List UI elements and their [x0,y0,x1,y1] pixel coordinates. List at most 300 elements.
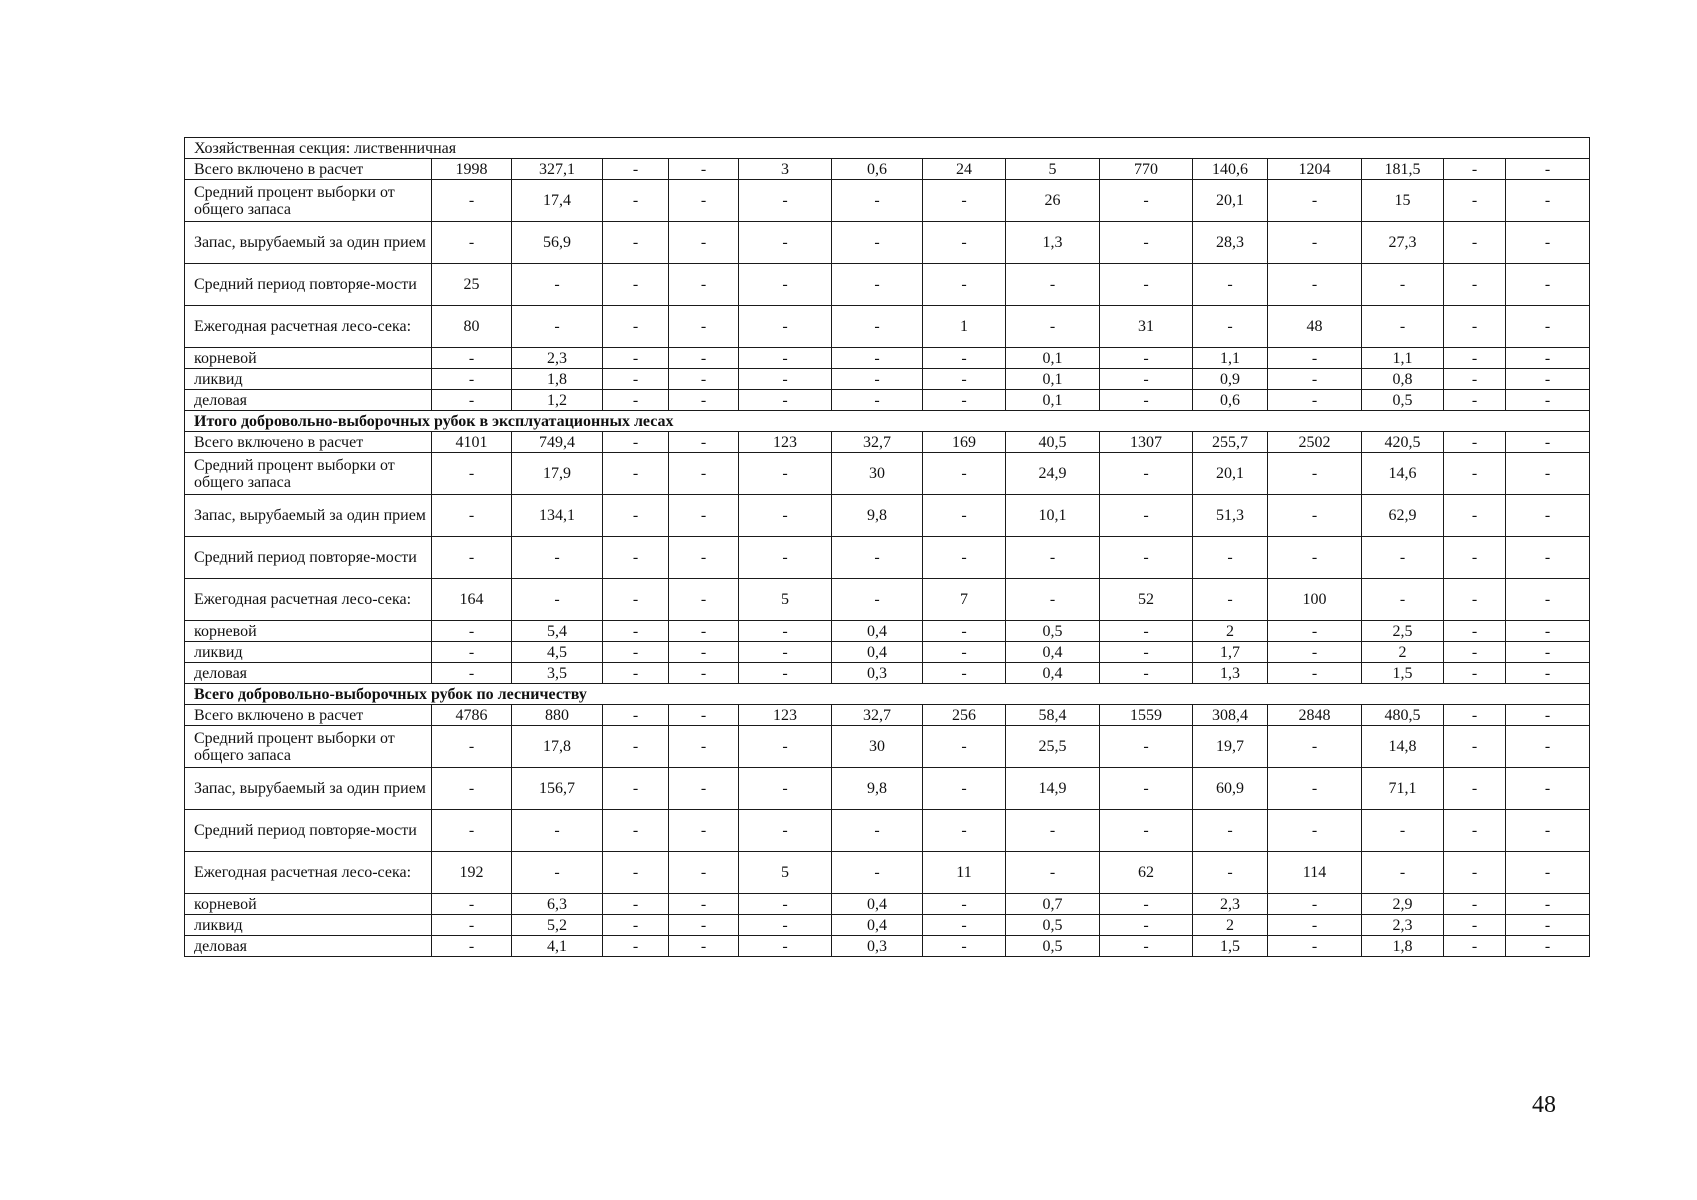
table-cell: 2,9 [1362,894,1444,915]
table-cell: 770 [1100,159,1193,180]
table-cell: 4101 [432,432,512,453]
table-row [185,495,1590,537]
table-cell: - [1506,390,1590,411]
row-label: Запас, вырубаемый за один прием [185,768,432,810]
table-cell: - [1506,642,1590,663]
table-cell: - [603,306,669,348]
table-cell: - [1268,915,1362,936]
table-cell: - [669,453,739,495]
table-cell: - [1100,936,1193,957]
table-cell: - [1100,621,1193,642]
table-cell: - [923,894,1006,915]
table-body [185,138,1590,957]
table-row [185,306,1590,348]
table-cell: - [1444,306,1506,348]
table-cell: - [1193,264,1268,306]
table-cell: - [432,348,512,369]
table-cell: 52 [1100,579,1193,621]
table-cell: 181,5 [1362,159,1444,180]
table-cell: - [603,768,669,810]
table-cell: - [512,306,603,348]
table-cell: 0,3 [832,936,923,957]
table-cell: - [669,663,739,684]
table-cell: 5,2 [512,915,603,936]
table-cell: - [1006,852,1100,894]
table-row [185,348,1590,369]
table-row [185,810,1590,852]
table-cell: - [1362,264,1444,306]
table-cell: 1,1 [1362,348,1444,369]
table-cell: - [432,390,512,411]
table-cell: - [603,180,669,222]
table-cell: 2 [1193,915,1268,936]
section-title: Хозяйственная секция: лиственничная [185,138,1590,159]
table-row [185,432,1590,453]
row-label: Запас, вырубаемый за один прием [185,222,432,264]
table-cell: - [1006,306,1100,348]
table-cell: 20,1 [1193,453,1268,495]
table-cell: - [432,726,512,768]
table-cell: - [1006,810,1100,852]
table-cell: 1559 [1100,705,1193,726]
table-cell: - [432,642,512,663]
table-cell: 2,5 [1362,621,1444,642]
table-row [185,642,1590,663]
table-row [185,180,1590,222]
table-cell: 62,9 [1362,495,1444,537]
table-cell: - [603,369,669,390]
table-cell: - [739,390,832,411]
table-cell: 134,1 [512,495,603,537]
table-cell: 4786 [432,705,512,726]
table-cell: 80 [432,306,512,348]
table-cell: - [1100,495,1193,537]
table-cell: - [923,642,1006,663]
table-cell: 17,4 [512,180,603,222]
table-cell: - [1444,537,1506,579]
page-number: 48 [1532,1092,1556,1118]
table-cell: - [1100,453,1193,495]
table-row [185,705,1590,726]
table-cell: 9,8 [832,768,923,810]
table-cell: 2502 [1268,432,1362,453]
row-label: ликвид [185,915,432,936]
table-row [185,894,1590,915]
table-cell: - [1268,810,1362,852]
table-cell: 0,3 [832,663,923,684]
table-cell: - [1506,537,1590,579]
table-cell: - [669,369,739,390]
table-cell: 156,7 [512,768,603,810]
table-cell: 19,7 [1193,726,1268,768]
table-cell: 1 [923,306,1006,348]
table-cell: - [432,537,512,579]
table-cell: - [1268,726,1362,768]
table-cell: - [1444,894,1506,915]
table-cell: 0,1 [1006,390,1100,411]
table-cell: - [1444,348,1506,369]
table-cell: 5,4 [512,621,603,642]
row-label: Ежегодная расчетная лесо-сека: [185,306,432,348]
table-row [185,726,1590,768]
table-cell: - [603,663,669,684]
table-cell: 140,6 [1193,159,1268,180]
table-cell: - [669,264,739,306]
table-cell: - [923,663,1006,684]
table-cell: 62 [1100,852,1193,894]
table-cell: 56,9 [512,222,603,264]
table-cell: - [669,705,739,726]
table-cell: - [1444,915,1506,936]
table-cell: - [923,915,1006,936]
table-cell: - [512,579,603,621]
table-cell: - [1444,180,1506,222]
table-cell: - [669,936,739,957]
table-cell: 24,9 [1006,453,1100,495]
table-cell: - [1268,495,1362,537]
table-cell: - [1444,369,1506,390]
table-cell: - [1506,159,1590,180]
section-header-row [185,684,1590,705]
table-cell: 114 [1268,852,1362,894]
table-cell: 1,8 [512,369,603,390]
table-cell: - [669,222,739,264]
table-cell: - [1193,306,1268,348]
table-cell: - [1268,348,1362,369]
table-cell: 0,6 [1193,390,1268,411]
table-cell: - [832,264,923,306]
table-cell: - [603,915,669,936]
table-cell: - [832,306,923,348]
table-cell: - [432,768,512,810]
table-cell: 0,1 [1006,369,1100,390]
table-cell: - [1268,663,1362,684]
table-cell: - [1100,642,1193,663]
table-cell: - [1193,579,1268,621]
row-label: Средний период повторяе-мости [185,264,432,306]
table-cell: 0,5 [1362,390,1444,411]
table-cell: - [923,810,1006,852]
table-cell: - [923,390,1006,411]
table-cell: 11 [923,852,1006,894]
table-cell: 2,3 [1193,894,1268,915]
table-cell: - [739,222,832,264]
table-cell: 2 [1362,642,1444,663]
table-cell: - [432,810,512,852]
table-cell: - [1268,264,1362,306]
table-cell: 0,4 [832,894,923,915]
table-cell: - [603,579,669,621]
table-cell: 749,4 [512,432,603,453]
table-cell: - [432,495,512,537]
row-label: деловая [185,663,432,684]
table-cell: - [739,348,832,369]
table-cell: - [832,579,923,621]
table-cell: - [669,306,739,348]
table-cell: - [1100,222,1193,264]
table-cell: 880 [512,705,603,726]
table-cell: - [923,222,1006,264]
table-cell: - [1268,369,1362,390]
row-label: Всего включено в расчет [185,159,432,180]
table-cell: - [1268,537,1362,579]
table-cell: - [739,663,832,684]
table-cell: 2,3 [1362,915,1444,936]
table-cell: 2848 [1268,705,1362,726]
forest-cutting-table [184,137,1590,957]
table-cell: - [1193,852,1268,894]
table-cell: - [432,222,512,264]
table-cell: 40,5 [1006,432,1100,453]
table-cell: - [603,453,669,495]
table-cell: - [603,495,669,537]
table-cell: 0,8 [1362,369,1444,390]
table-cell: 17,8 [512,726,603,768]
table-row [185,159,1590,180]
table-cell: 0,5 [1006,915,1100,936]
table-cell: 308,4 [1193,705,1268,726]
table-cell: - [432,621,512,642]
table-cell: - [1100,369,1193,390]
table-cell: - [1100,768,1193,810]
table-cell: - [1362,810,1444,852]
table-cell: 5 [739,579,832,621]
table-cell: - [739,369,832,390]
table-cell: 30 [832,453,923,495]
table-cell: 10,1 [1006,495,1100,537]
section-title: Всего добровольно-выборочных рубок по лесничеству [185,684,1590,705]
table-cell: 255,7 [1193,432,1268,453]
table-cell: 17,9 [512,453,603,495]
table-cell: 3 [739,159,832,180]
table-cell: - [1100,390,1193,411]
table-cell: - [1268,768,1362,810]
table-cell: - [1444,159,1506,180]
table-cell: 0,4 [1006,663,1100,684]
table-cell: - [1006,537,1100,579]
table-cell: - [603,432,669,453]
table-cell: - [923,537,1006,579]
table-cell: - [1506,453,1590,495]
table-cell: - [1444,810,1506,852]
table-cell: - [432,663,512,684]
table-cell: 25 [432,264,512,306]
table-cell: - [1268,453,1362,495]
table-row [185,222,1590,264]
table-cell: - [739,768,832,810]
table-cell: - [1193,537,1268,579]
table-cell: - [1268,936,1362,957]
table-cell: 192 [432,852,512,894]
table-cell: - [432,915,512,936]
table-cell: - [1444,705,1506,726]
table-row [185,663,1590,684]
table-cell: 7 [923,579,1006,621]
table-cell: - [923,936,1006,957]
table-row [185,768,1590,810]
table-row [185,453,1590,495]
table-cell: - [669,495,739,537]
table-cell: - [1506,936,1590,957]
table-cell: - [1444,663,1506,684]
table-cell: - [1444,390,1506,411]
table-cell: - [669,432,739,453]
table-cell: - [1444,936,1506,957]
table-cell: - [669,810,739,852]
table-cell: 6,3 [512,894,603,915]
table-cell: - [1444,852,1506,894]
table-cell: 24 [923,159,1006,180]
table-cell: 5 [739,852,832,894]
table-cell: - [1506,894,1590,915]
table-cell: - [923,768,1006,810]
table-cell: - [669,180,739,222]
table-cell: - [1444,642,1506,663]
table-cell: - [1444,726,1506,768]
table-row [185,390,1590,411]
table-cell: - [1444,579,1506,621]
table-cell: 256 [923,705,1006,726]
table-cell: 1998 [432,159,512,180]
table-cell: 48 [1268,306,1362,348]
table-cell: - [739,810,832,852]
table-cell: 14,8 [1362,726,1444,768]
section-title: Итого добровольно-выборочных рубок в эксплуатационных лесах [185,411,1590,432]
table-cell: - [1506,222,1590,264]
row-label: Ежегодная расчетная лесо-сека: [185,579,432,621]
table-cell: 0,5 [1006,936,1100,957]
row-label: Ежегодная расчетная лесо-сека: [185,852,432,894]
table-cell: - [603,894,669,915]
table-cell: - [1362,306,1444,348]
table-cell: - [739,621,832,642]
table-cell: - [739,537,832,579]
table-cell: 1,5 [1193,936,1268,957]
table-cell: - [1444,264,1506,306]
table-cell: - [923,495,1006,537]
table-cell: - [923,369,1006,390]
table-cell: - [1506,810,1590,852]
table-cell: - [1444,495,1506,537]
table-cell: - [923,264,1006,306]
table-cell: - [1506,768,1590,810]
row-label: Средний период повторяе-мости [185,810,432,852]
table-cell: - [923,180,1006,222]
table-row [185,621,1590,642]
table-cell: - [1444,621,1506,642]
table-cell: - [1268,642,1362,663]
table-cell: 27,3 [1362,222,1444,264]
table-row [185,579,1590,621]
row-label: корневой [185,348,432,369]
table-cell: - [1100,915,1193,936]
table-cell: - [603,642,669,663]
table-cell: - [669,348,739,369]
table-cell: - [1268,180,1362,222]
table-cell: - [1444,432,1506,453]
table-cell: - [669,915,739,936]
row-label: Всего включено в расчет [185,705,432,726]
table-cell: - [832,369,923,390]
table-cell: - [923,726,1006,768]
table-cell: - [603,159,669,180]
table-cell: - [669,579,739,621]
table-cell: 15 [1362,180,1444,222]
table-cell: - [1506,180,1590,222]
table-row [185,915,1590,936]
table-cell: - [603,852,669,894]
table-cell: 1,5 [1362,663,1444,684]
table-cell: - [1100,810,1193,852]
table-cell: 9,8 [832,495,923,537]
section-header-row [185,138,1590,159]
table-cell: 26 [1006,180,1100,222]
table-cell: - [1506,705,1590,726]
table-cell: - [1268,621,1362,642]
table-cell: - [739,915,832,936]
table-cell: - [1362,537,1444,579]
table-cell: - [923,453,1006,495]
table-cell: 0,4 [832,915,923,936]
table-cell: - [603,264,669,306]
table-cell: 0,4 [832,621,923,642]
table-cell: - [832,222,923,264]
table-cell: - [739,936,832,957]
table-cell: - [739,726,832,768]
table-cell: - [1362,579,1444,621]
table-cell: - [832,180,923,222]
table-cell: - [1100,264,1193,306]
table-cell: - [432,180,512,222]
table-cell: 0,4 [1006,642,1100,663]
table-cell: 100 [1268,579,1362,621]
table-cell: - [832,852,923,894]
table-cell: 20,1 [1193,180,1268,222]
row-label: деловая [185,390,432,411]
table-cell: - [1100,180,1193,222]
table-cell: - [1506,852,1590,894]
table-cell: - [603,537,669,579]
table-cell: - [739,264,832,306]
section-header-row [185,411,1590,432]
table-cell: - [1100,348,1193,369]
table-cell: 30 [832,726,923,768]
row-label: Запас, вырубаемый за один прием [185,495,432,537]
table-cell: - [739,495,832,537]
table-cell: - [1506,579,1590,621]
table-cell: 169 [923,432,1006,453]
table-cell: 71,1 [1362,768,1444,810]
table-cell: - [669,390,739,411]
table-cell: - [1268,222,1362,264]
table-cell: 3,5 [512,663,603,684]
table-cell: 327,1 [512,159,603,180]
table-cell: 4,1 [512,936,603,957]
table-cell: - [432,936,512,957]
table-row [185,264,1590,306]
table-cell: - [669,894,739,915]
table-cell: 25,5 [1006,726,1100,768]
table-cell: - [603,222,669,264]
row-label: Средний период повторяе-мости [185,537,432,579]
table-cell: - [1100,726,1193,768]
table-cell: 58,4 [1006,705,1100,726]
row-label: Средний процент выборки от общего запаса [185,180,432,222]
table-cell: - [1506,348,1590,369]
row-label: Средний процент выборки от общего запаса [185,726,432,768]
table-cell: 51,3 [1193,495,1268,537]
table-cell: 31 [1100,306,1193,348]
